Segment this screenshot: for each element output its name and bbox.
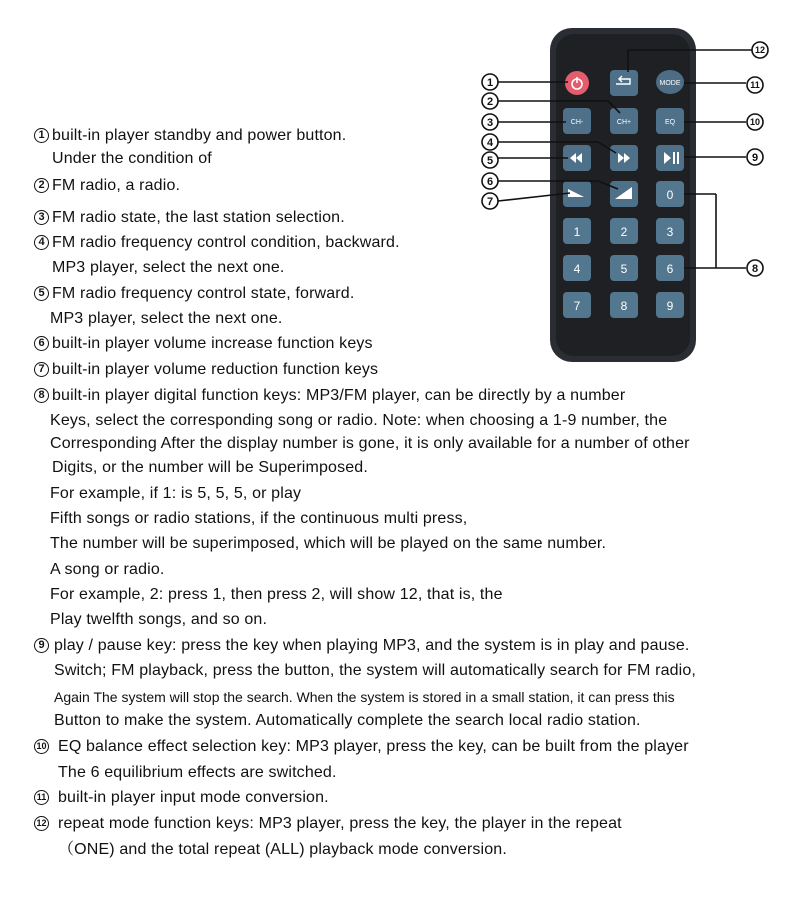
description-line: Button to make the system. Automatically complete the search local radio station. (54, 712, 641, 729)
description-line: Fifth songs or radio stations, if the continuous multi press, (50, 510, 468, 527)
description-line: Keys, select the corresponding song or radio. Note: when choosing a 1-9 number, the (50, 412, 668, 429)
description-line: built-in player volume reduction function keys (52, 361, 379, 378)
svg-text:7: 7 (486, 196, 494, 208)
svg-text:3: 3 (666, 225, 674, 239)
description-line: FM radio frequency control condition, backward. (52, 234, 400, 251)
description-line: repeat mode function keys: MP3 player, press the key, the player in the repeat (58, 815, 622, 832)
description-line: FM radio, a radio. (52, 177, 181, 194)
digit-9-button[interactable] (656, 292, 684, 318)
digit-2-button[interactable] (610, 218, 638, 244)
description-line: built-in player standby and power button. (52, 127, 347, 144)
description-line: built-in player input mode conversion. (58, 789, 329, 806)
digit-6-button[interactable] (656, 255, 684, 281)
description-line: The number will be superimposed, which will be played on the same number. (50, 535, 607, 552)
svg-text:9: 9 (666, 299, 674, 313)
digit-8-button[interactable] (610, 292, 638, 318)
next-button[interactable] (610, 145, 638, 171)
svg-text:6: 6 (666, 262, 674, 276)
svg-text:0: 0 (666, 188, 674, 202)
svg-text:12: 12 (754, 45, 766, 55)
description-line: Digits, or the number will be Superimposed. (52, 459, 368, 476)
mode-button-label: MODE (659, 80, 681, 87)
marker-1-icon: 1 (34, 128, 49, 143)
description-line: built-in player volume increase function keys (52, 335, 373, 352)
description-line: For example, 2: press 1, then press 2, will show 12, that is, the (50, 586, 503, 603)
ch-plus-label: CH+ (616, 119, 632, 126)
marker-8-icon: 8 (34, 388, 49, 403)
svg-text:3: 3 (486, 117, 494, 129)
marker-10-icon: 10 (34, 739, 49, 754)
marker-2-icon: 2 (34, 178, 49, 193)
marker-6-icon: 6 (34, 336, 49, 351)
digit-1-button[interactable] (563, 218, 591, 244)
svg-text:10: 10 (749, 117, 761, 127)
svg-text:11: 11 (750, 80, 760, 90)
description-line: EQ balance effect selection key: MP3 player, press the key, can be built from the player (58, 738, 689, 755)
description-line: Again The system will stop the search. When the system is stored in a small station, it can press this (54, 689, 675, 705)
ch-plus-button[interactable] (610, 108, 638, 134)
svg-text:5: 5 (620, 262, 628, 276)
description-line: The 6 equilibrium effects are switched. (58, 764, 337, 781)
description-line: Corresponding After the display number is gone, it is only available for a number of other (50, 435, 690, 452)
description-line: FM radio state, the last station selection. (52, 209, 345, 226)
marker-11-icon: 11 (34, 790, 49, 805)
eq-label: EQ (664, 119, 676, 126)
digit-5-button[interactable] (610, 255, 638, 281)
description-line: built-in player digital function keys: MP3/FM player, can be directly by a number (52, 387, 626, 404)
description-line: play / pause key: press the key when playing MP3, and the system is in play and pause. (54, 637, 690, 654)
digit-4-button[interactable] (563, 255, 591, 281)
svg-text:9: 9 (751, 152, 759, 164)
marker-3-icon: 3 (34, 210, 49, 225)
description-line: Switch; FM playback, press the button, the system will automatically search for FM radio, (54, 662, 697, 679)
marker-7-icon: 7 (34, 362, 49, 377)
power-button[interactable] (565, 71, 589, 95)
svg-text:1: 1 (573, 225, 581, 239)
mode-button[interactable] (656, 70, 684, 94)
svg-text:8: 8 (751, 263, 759, 275)
svg-text:8: 8 (620, 299, 628, 313)
description-line: A song or radio. (50, 561, 165, 578)
svg-text:6: 6 (486, 176, 494, 188)
description-line: （ONE) and the total repeat (ALL) playback mode conversion. (58, 841, 507, 858)
digit-0-button[interactable] (656, 181, 684, 207)
svg-text:5: 5 (486, 155, 494, 167)
svg-text:4: 4 (486, 137, 494, 149)
description-line: For example, if 1: is 5, 5, 5, or play (50, 485, 302, 502)
play-pause-button[interactable] (656, 145, 684, 171)
ch-minus-button[interactable] (563, 108, 591, 134)
marker-9-icon: 9 (34, 638, 49, 653)
svg-text:4: 4 (573, 262, 581, 276)
marker-12-icon: 12 (34, 816, 49, 831)
svg-text:7: 7 (573, 299, 581, 313)
marker-4-icon: 4 (34, 235, 49, 250)
repeat-button[interactable] (610, 70, 638, 96)
description-line: FM radio frequency control state, forward. (52, 285, 355, 302)
description-line: MP3 player, select the next one. (52, 259, 285, 276)
digit-7-button[interactable] (563, 292, 591, 318)
ch-minus-label: CH- (570, 119, 584, 126)
svg-text:2: 2 (486, 96, 494, 108)
eq-button[interactable] (656, 108, 684, 134)
svg-text:1: 1 (486, 77, 494, 89)
vol-up-button[interactable] (610, 181, 638, 207)
svg-text:2: 2 (620, 225, 628, 239)
description-line: Under the condition of (52, 150, 212, 167)
marker-5-icon: 5 (34, 286, 49, 301)
description-line: Play twelfth songs, and so on. (50, 611, 268, 628)
digit-3-button[interactable] (656, 218, 684, 244)
description-line: MP3 player, select the next one. (50, 310, 283, 327)
